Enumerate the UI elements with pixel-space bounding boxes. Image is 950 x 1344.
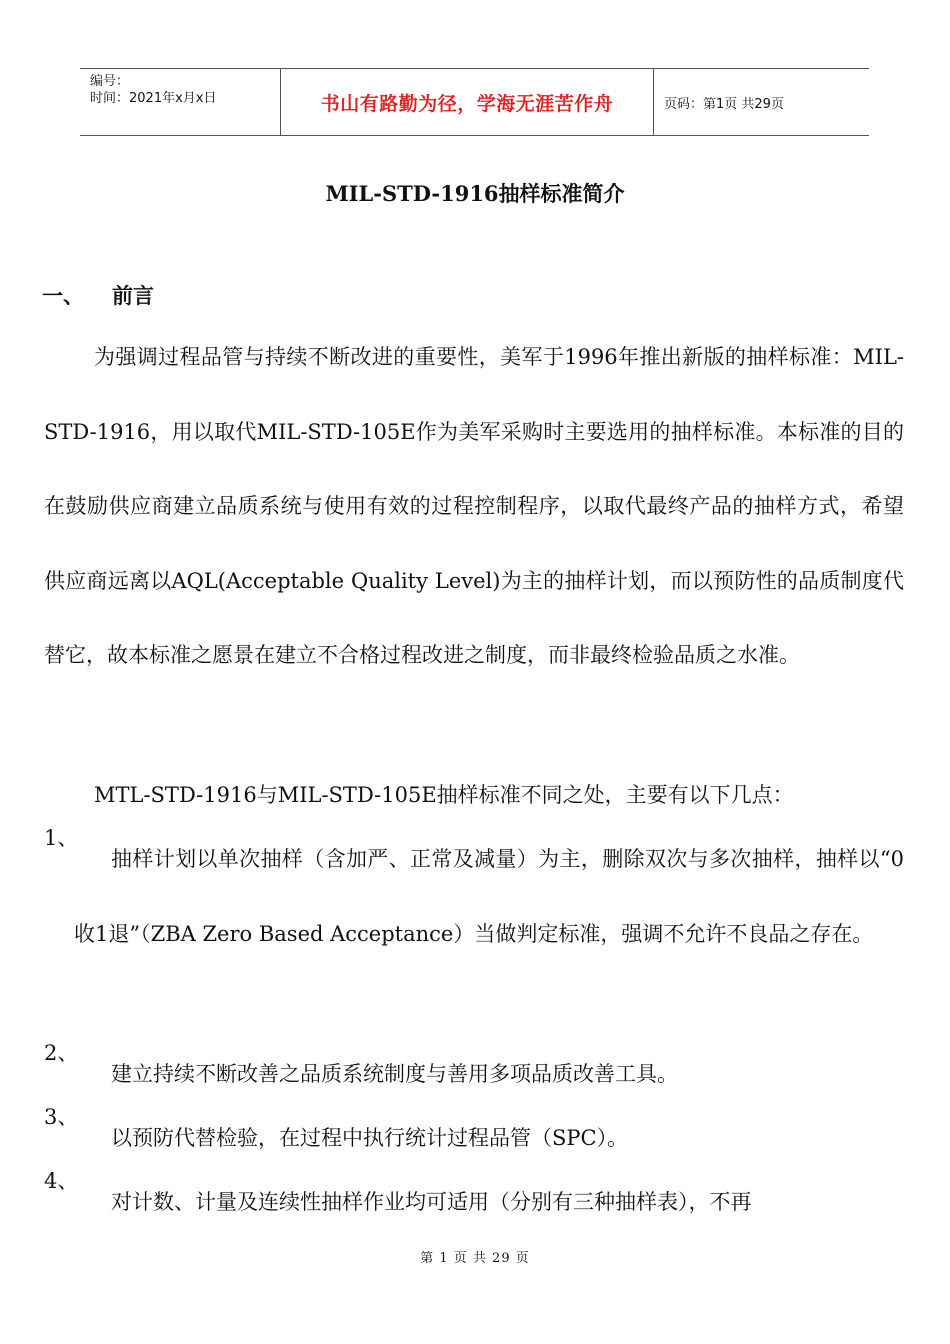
header-motto: 书山有路勤为径，学海无涯苦作舟 bbox=[281, 69, 654, 135]
list-item-text: 抽样计划以单次抽样（含加严、正常及减量）为主，删除双次与多次抽样，抽样以“0收1退”（ZBA Zero Based Acceptance）当做判定标准，强调不允许不良品之存在。 bbox=[74, 847, 904, 946]
page-footer: 第 1 页 共 29 页 bbox=[420, 1251, 530, 1266]
list-item-text: 以预防代替检验，在过程中执行统计过程品管（SPC）。 bbox=[111, 1126, 629, 1150]
list-item-number: 3、 bbox=[44, 1105, 79, 1129]
list-item-number: 4、 bbox=[44, 1169, 79, 1193]
section-number: 一、 bbox=[42, 283, 84, 308]
document-title: MIL-STD-1916抽样标准简介 bbox=[325, 181, 625, 206]
header-page-info: 页码：第1页 共29页 bbox=[664, 96, 784, 112]
time-label: 时间：2021年x月x日 bbox=[90, 91, 217, 106]
serial-label: 编号： bbox=[90, 74, 130, 89]
list-item-text: 建立持续不断改善之品质系统制度与善用多项品质改善工具。 bbox=[111, 1062, 678, 1086]
page-header bbox=[80, 68, 869, 136]
section-title: 前言 bbox=[112, 283, 154, 308]
list-item-number: 1、 bbox=[44, 826, 79, 850]
list-item-number: 2、 bbox=[44, 1041, 79, 1065]
section-heading bbox=[42, 280, 154, 310]
list-item bbox=[44, 822, 904, 972]
intro-paragraph: 为强调过程品管与持续不断改进的重要性，美军于1996年推出新版的抽样标准：MIL-STD-1916，用以取代MIL-STD-105E作为美军采购时主要选用的抽样标准。本标准的目的在鼓励供应商建立品质系统与使用有效的过程控制程序，以取代最终产品的抽样方式，希望供应商远离以AQL(Acceptable Quality Level)为主的抽样计划，而以预防性的品质制度代替它，故本标准之愿景在建立不合格过程改进之制度，而非最终检验品质之水准。 bbox=[44, 345, 904, 667]
list-item bbox=[44, 1165, 904, 1240]
header-meta-cell bbox=[80, 69, 281, 135]
differences-intro-paragraph: MTL-STD-1916与MIL-STD-105E抽样标准不同之处，主要有以下几点： bbox=[94, 783, 794, 807]
list-item-text: 对计数、计量及连续性抽样作业均可适用（分别有三种抽样表），不再 bbox=[111, 1190, 752, 1214]
